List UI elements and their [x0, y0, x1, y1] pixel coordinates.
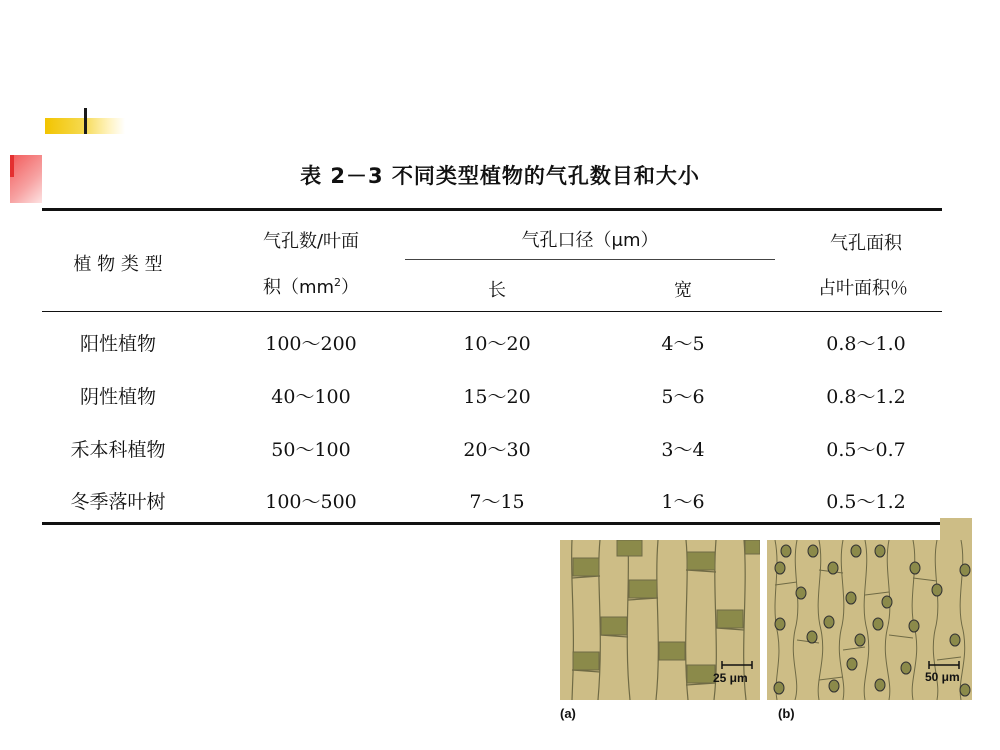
row-2-type: 阴性植物 — [79, 386, 157, 408]
panel-label-b: (b) — [778, 706, 795, 721]
header-width: 宽 — [674, 280, 692, 301]
decorative-vertical-mark — [84, 108, 87, 134]
row-3-width: 3～4 — [661, 439, 705, 461]
row-1-length: 10～20 — [463, 333, 531, 355]
header-plant-type: 植 物 类 型 — [73, 254, 163, 275]
scale-label-a: 25 μm — [713, 671, 748, 685]
diameter-sub-rule — [405, 259, 775, 260]
row-3-length: 20～30 — [463, 439, 531, 461]
table-bottom-rule — [42, 522, 942, 525]
header-area-line1: 气孔面积 — [830, 233, 902, 254]
header-count-line2: 积$(mm^2)$ — [262, 276, 360, 298]
row-4-count: 100～500 — [265, 491, 357, 513]
row-4-area: 0.5～1.2 — [826, 491, 906, 513]
row-2-length: 15～20 — [463, 386, 531, 408]
row-3-type: 禾本科植物 — [70, 439, 166, 461]
header-area-line2: 占叶面积％ — [818, 278, 908, 299]
row-2-area: 0.8～1.2 — [826, 386, 906, 408]
row-1-width: 4～5 — [661, 333, 705, 355]
row-4-length: 7～15 — [469, 491, 525, 513]
row-4-type: 冬季落叶树 — [70, 491, 166, 513]
row-1-area: 0.8～1.0 — [826, 333, 906, 355]
row-3-area: 0.5～0.7 — [826, 439, 906, 461]
micrograph-b-corner — [940, 518, 972, 540]
row-4-width: 1～6 — [661, 491, 705, 513]
header-count-line1: 气孔数/叶面 — [262, 231, 360, 252]
table-top-rule — [42, 208, 942, 211]
row-2-count: 40～100 — [271, 386, 351, 408]
row-3-count: 50～100 — [271, 439, 351, 461]
row-1-count: 100～200 — [265, 333, 357, 355]
panel-label-a: (a) — [560, 706, 576, 721]
micrograph-a — [560, 540, 760, 700]
row-1-type: 阳性植物 — [79, 333, 157, 355]
micrograph-b — [767, 540, 972, 700]
header-length: 长 — [488, 280, 506, 301]
table-header-rule — [42, 311, 942, 312]
table-title: 表 2－3 不同类型植物的气孔数目和大小 — [300, 164, 700, 188]
header-diameter: 气孔口径（μm） — [521, 230, 659, 251]
row-2-width: 5～6 — [661, 386, 705, 408]
scale-label-b: 50 μm — [925, 670, 960, 684]
